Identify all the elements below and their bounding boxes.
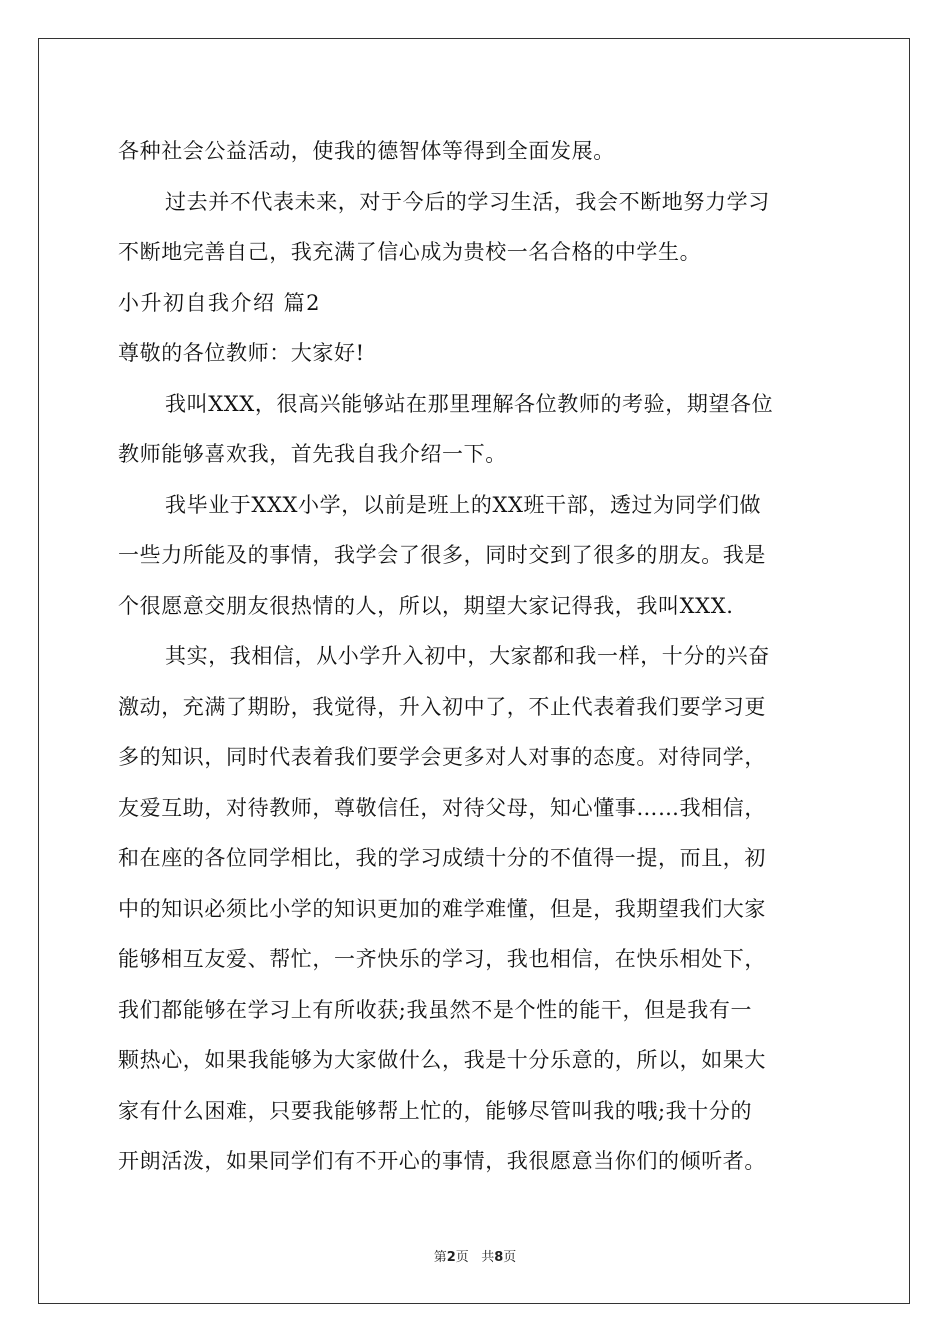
text-line: 开朗活泼，如果同学们有不开心的事情，我很愿意当你们的倾听者。	[118, 1149, 766, 1173]
footer-total-prefix: 共	[481, 1250, 495, 1265]
page-footer	[0, 1246, 950, 1265]
text-line: 教师能够喜欢我，首先我自我介绍一下。	[118, 442, 507, 466]
text-line: 多的知识，同时代表着我们要学会更多对人对事的态度。对待同学，	[118, 745, 766, 769]
text-line: 个很愿意交朋友很热情的人，所以，期望大家记得我，我叫XXX.	[118, 593, 734, 618]
text-line: 激动，充满了期盼，我觉得，升入初中了，不止代表着我们要学习更	[118, 694, 766, 719]
text-line: 中的知识必须比小学的知识更加的难学难懂，但是，我期望我们大家	[118, 896, 766, 921]
text-line: 能够相互友爱、帮忙，一齐快乐的学习，我也相信，在快乐相处下，	[118, 947, 766, 971]
text-line: 我叫XXX，很高兴能够站在那里理解各位教师的考验，期望各位	[165, 391, 774, 416]
text-line: 一些力所能及的事情，我学会了很多，同时交到了很多的朋友。我是	[118, 543, 766, 567]
section-heading: 小升初自我介绍 篇2	[118, 290, 322, 315]
text-line: 颗热心，如果我能够为大家做什么，我是十分乐意的，所以，如果大	[118, 1048, 766, 1072]
document-body	[118, 126, 834, 1187]
text-line: 家有什么困难，只要我能够帮上忙的，能够尽管叫我的哦;我十分的	[118, 1098, 753, 1123]
text-line: 各种社会公益活动，使我的德智体等得到全面发展。	[118, 139, 615, 163]
footer-page-number: 2	[446, 1250, 456, 1265]
text-line: 过去并不代表未来，对于今后的学习生活，我会不断地努力学习	[165, 189, 770, 214]
text-line: 不断地完善自己，我充满了信心成为贵校一名合格的中学生。	[118, 240, 702, 264]
text-line: 我们都能够在学习上有所收获;我虽然不是个性的能干，但是我有一	[118, 997, 753, 1022]
text-line: 我毕业于XXX小学，以前是班上的XX班干部，透过为同学们做	[165, 492, 762, 517]
footer-total-pages: 8	[494, 1250, 504, 1265]
text-line: 尊敬的各位教师：大家好!	[118, 341, 365, 365]
text-line: 和在座的各位同学相比，我的学习成绩十分的不值得一提，而且，初	[118, 846, 766, 870]
text-line: 其实，我相信，从小学升入初中，大家都和我一样，十分的兴奋	[165, 644, 770, 668]
footer-total-suffix: 页	[503, 1250, 517, 1265]
footer-page-suffix: 页	[455, 1250, 469, 1265]
footer-page-prefix: 第	[433, 1250, 447, 1265]
text-line: 友爱互助，对待教师，尊敬信任，对待父母，知心懂事……我相信，	[118, 795, 766, 820]
